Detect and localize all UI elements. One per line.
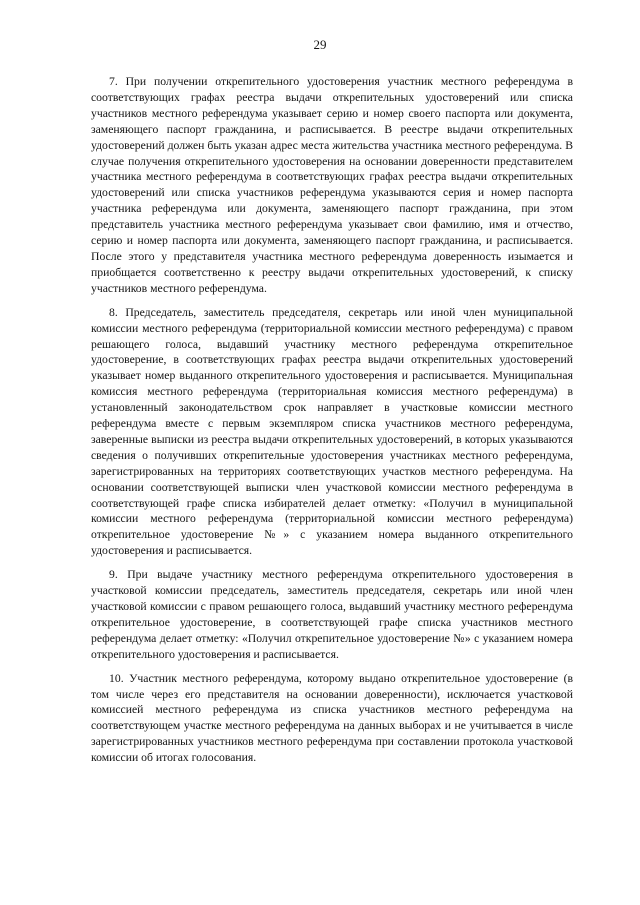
paragraph-9 [91,567,573,662]
document-body [91,74,573,774]
page-number: 29 [313,37,327,52]
paragraph-text: При получении открепительного удостоверения участник местного референдума в соответствующих графах реестра выдачи открепительных удостоверений или списка участников местного референдума указывает серию и номер своего паспорта или документа, заменяющего паспорт гражданина, и расписывается. В реестре выдачи открепительных удостоверений должен быть указан адрес места жительства участника местного референдума. В случае получения открепительного удостоверения на основании доверенности представителем участника местного референдума в соответствующих графах реестра выдачи открепительных удостоверений или списка участников референдума указываются серия и номер паспорта участника референдума или документа, заменяющего паспорт гражданина, при этом представитель участника местного референдума указывает свои фамилию, имя и отчество, серию и номер паспорта или документа, заменяющего паспорт гражданина, и расписывается. После этого у представителя участника местного референдума доверенность изымается и приобщается соответственно к реестру выдачи открепительных удостоверений, к списку участников местного референдума. [91,75,573,295]
paragraph-7 [91,74,573,297]
paragraph-text: При выдаче участнику местного референдума открепительного удостоверения в участковой комиссии председатель, заместитель председателя, секретарь или иной член участковой комиссии с правом решающего голоса, выдавший участнику местного референдума открепительное удостоверение, в соответствующей графе списка участников местного референдума делает отметку: «Получил открепительное удостоверение №» с указанием номера открепительного удостоверения и расписывается. [91,568,573,661]
paragraph-number: 9. [109,568,118,582]
paragraph-8 [91,305,573,560]
paragraph-10 [91,671,573,766]
paragraph-number: 7. [109,75,118,88]
paragraph-number: 8. [109,305,118,319]
paragraph-text: Председатель, заместитель председателя, секретарь или иной член муниципальной комиссии местного референдума (территориальной комиссии местного референдума) с правом решающего голоса, выдавший участнику местного референдума открепительное удостоверение, в соответствующих графах реестра выдачи открепительных удостоверений указывает номер выданного открепительного удостоверения и расписывается. Муниципальная комиссия местного референдума (территориальная комиссия местного референдума) в установленный законодательством срок направляет в участковые комиссии местного референдума вместе с первым экземпляром списка участников местного референдума, заверенные выписки из реестра выдачи открепительных удостоверений, в которых указываются сведения о получивших открепительные удостоверения участниках местного референдума, зарегистрированных на территориях соответствующих участков местного референдума. На основании соответствующей выписки член участковой комиссии местного референдума в соответствующей графе списка избирателей делает отметку: «Получил в муниципальной комиссии местного референдума (территориальной комиссии местного референдума) открепительное удостоверение №» с указанием номера выданного открепительного удостоверения и расписывается. [91,305,573,558]
paragraph-number: 10. [109,671,124,685]
paragraph-text: Участник местного референдума, которому выдано открепительное удостоверение (в том числе через его представителя на основании доверенности), исключается участковой комиссией местного референдума из списка участников местного референдума на соответствующем участке местного референдума на данных выборах и не учитывается в числе зарегистрированных участников местного референдума при составлении протокола участковой комиссии об итогах голосования. [91,671,574,765]
